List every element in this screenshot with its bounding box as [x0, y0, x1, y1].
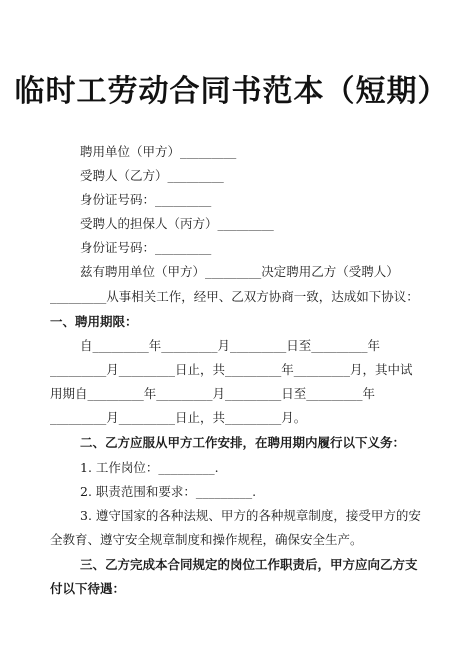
guarantor-line: 受聘人的担保人（丙方）_________: [80, 216, 274, 231]
term-line-2: _________月_________日止，共_________年_________月，其中试: [50, 362, 413, 377]
id-number-line: 身份证号码：_________: [80, 192, 212, 207]
term-line-3: 用期自_________年_________月_________日至_________年: [50, 386, 376, 401]
document-title: 临时工劳动合同书范本（短期）: [14, 74, 449, 109]
preamble-line-2: _________从事相关工作，经甲、乙双方协商一致，达成如下协议：: [50, 289, 419, 304]
preamble-line-1: 兹有聘用单位（甲方）_________决定聘用乙方（受聘人）: [80, 264, 399, 279]
duty-item-1: 1. 工作岗位：_________.: [80, 460, 219, 475]
duty-item-3-line-1: 3. 遵守国家的各种法规、甲方的各种规章制度，接受甲方的安: [80, 508, 421, 523]
duty-item-2: 2. 职责范围和要求：_________.: [80, 484, 257, 499]
guarantor-id-line: 身份证号码：_________: [80, 240, 212, 255]
term-line-1: 自_________年_________月_________日至_________年: [80, 338, 381, 353]
employer-line: 聘用单位（甲方）_________: [80, 144, 237, 159]
section-heading-3-line-1: 三、乙方完成本合同规定的岗位工作职责后，甲方应向乙方支: [80, 557, 418, 572]
duty-item-3-line-2: 全教育、遵守安全规章制度和操作规程，确保安全生产。: [50, 532, 363, 547]
section-heading-2: 二、乙方应服从甲方工作安排，在聘用期内履行以下义务：: [80, 435, 406, 450]
employee-line: 受聘人（乙方）_________: [80, 168, 224, 183]
term-line-4: _________月_________日止，共_________月。: [50, 410, 307, 425]
section-heading-3-line-2: 付以下待遇：: [50, 581, 126, 596]
section-heading-1: 一、聘用期限：: [50, 314, 138, 329]
